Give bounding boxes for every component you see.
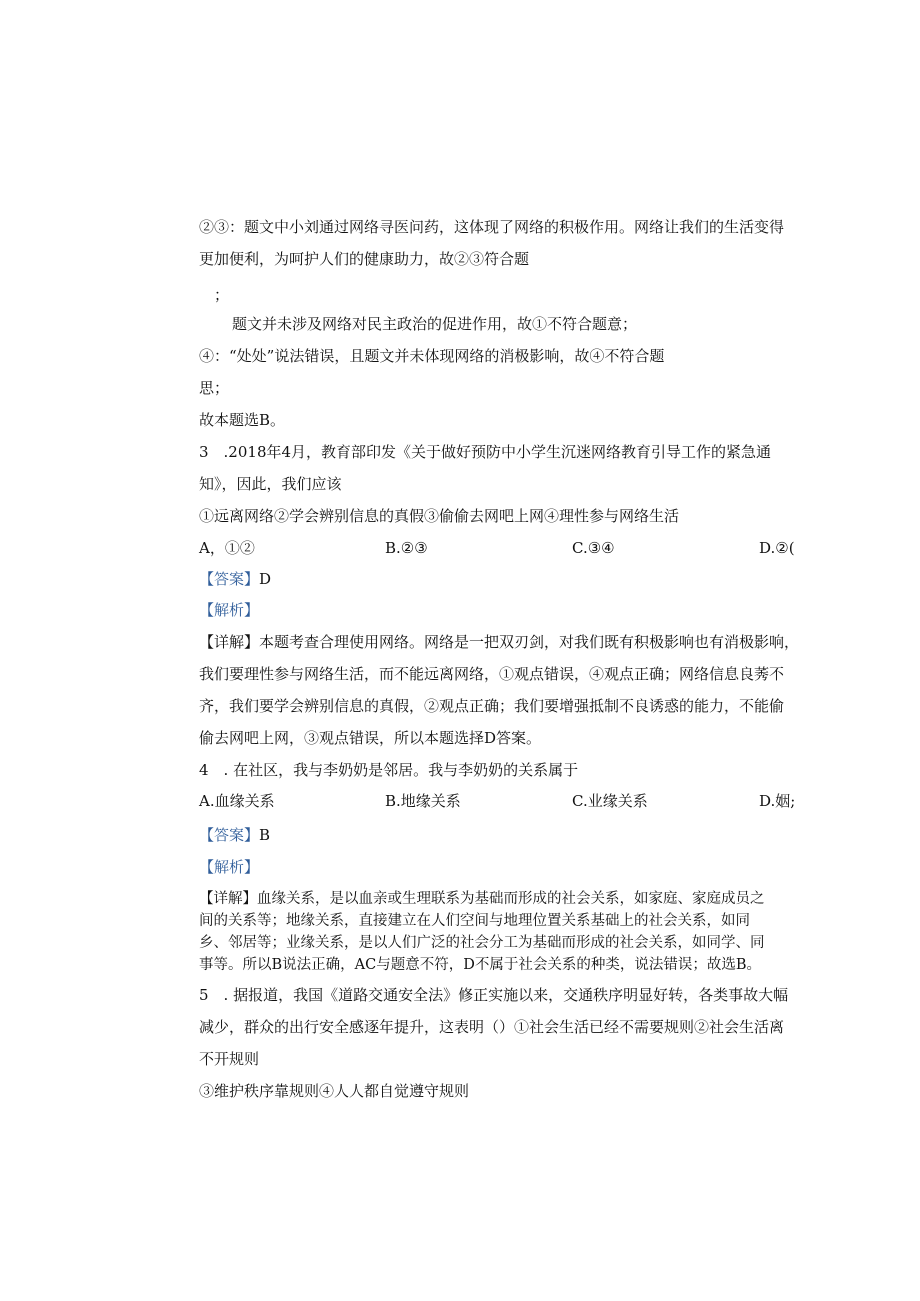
q4-option-c: C.业缘关系	[572, 792, 648, 810]
q2-explanation-line-1: ②③：题文中小刘通过网络寻医问药，这体现了网络的积极作用。网络让我们的生活变得	[199, 218, 785, 236]
q2-explanation-line-7: 故本题选B。	[199, 411, 286, 429]
q3-answer-tag: 【答案】	[199, 570, 260, 588]
q3-detail-line-3: 齐，我们要学会辨别信息的真假，②观点正确；我们要增强抵制不良诱惑的能力，不能偷	[199, 697, 785, 715]
q5-stem-line-1: 5 . 据报道，我国《道路交通安全法》修正实施以来，交通秩序明显好转，各类事故大幅	[199, 986, 789, 1004]
q4-detail-line-3: 乡、邻居等；业缘关系，是以人们广泛的社会分工为基础而形成的社会关系，如同学、同	[199, 935, 765, 951]
q4-stem: 4 . 在社区，我与李奶奶是邻居。我与李奶奶的关系属于	[199, 761, 579, 779]
q2-explanation-line-6: 思；	[199, 379, 230, 397]
q4-option-a: A.血缘关系	[199, 792, 275, 810]
q3-option-b: B.②③	[385, 539, 428, 557]
q4-answer-value: B	[259, 826, 271, 844]
q4-detail-line-1	[199, 889, 765, 909]
q5-stem-line-4: ③维护秩序靠规则④人人都自觉遵守规则	[199, 1082, 470, 1100]
q3-option-a: A，①②	[199, 539, 255, 557]
q4-option-d: D.姻;	[759, 792, 796, 810]
q3-answer-row	[199, 569, 271, 589]
q3-detail-line-2: 我们要理性参与网络生活，而不能远离网络，①观点错误，④观点正确；网络信息良莠不	[199, 665, 785, 683]
q4-analysis-label: 【解析】	[199, 858, 260, 876]
q3-detail-text-1: 本题考查合理使用网络。网络是一把双刃剑，对我们既有积极影响也有消极影响，	[259, 633, 800, 651]
q4-answer-tag: 【答案】	[199, 826, 260, 844]
q4-answer-row	[199, 825, 270, 845]
q5-stem-line-3: 不开规则	[199, 1050, 260, 1068]
q3-stem-line-1: 3 .2018年4月，教育部印发《关于做好预防中小学生沉迷网络教育引导工作的紧急通	[199, 443, 772, 461]
q3-option-d: D.②(	[759, 539, 795, 557]
q3-analysis-tag	[199, 600, 259, 620]
q4-option-b: B.地缘关系	[385, 792, 461, 810]
q3-detail-tag: 【详解】	[199, 633, 260, 651]
q4-detail-text-1: 血缘关系，是以血亲或生理联系为基础而形成的社会关系，如家庭、家庭成员之	[257, 891, 765, 907]
q4-analysis-tag	[199, 857, 259, 877]
q2-explanation-line-3: ；	[214, 286, 230, 304]
q3-stem-line-2: 知》，因此，我们应该	[199, 475, 342, 493]
q3-analysis-label: 【解析】	[199, 601, 260, 619]
q4-detail-line-4: 事等。所以B说法正确，AC与题意不符，D不属于社会关系的种类，说法错误；故选B。	[199, 957, 761, 973]
q5-stem-line-2: 减少，群众的出行安全感逐年提升，这表明（）①社会生活已经不需要规则②社会生活离	[199, 1018, 785, 1036]
q2-explanation-line-2: 更加便利，为呵护人们的健康助力，故②③符合题	[199, 250, 530, 268]
q3-statements: ①远离网络②学会辨别信息的真假③偷偷去网吧上网④理性参与网络生活	[199, 507, 680, 525]
q3-answer-value: D	[259, 570, 272, 588]
q2-explanation-line-5: ④：“处处”说法错误，且题文并未体现网络的消极影响，故④不符合题	[199, 347, 665, 365]
q4-detail-line-2: 间的关系等；地缘关系，直接建立在人们空间与地理位置关系基础上的社会关系，如同	[199, 913, 750, 929]
q4-detail-tag: 【详解】	[199, 891, 257, 907]
q3-detail-line-4: 偷去网吧上网，③观点错误，所以本题选择D答案。	[199, 729, 542, 747]
q3-detail-line-1	[199, 632, 799, 652]
q2-explanation-line-4: 题文并未涉及网络对民主政治的促进作用，故①不符合题意；	[232, 315, 638, 333]
q3-option-c: C.③④	[572, 539, 615, 557]
